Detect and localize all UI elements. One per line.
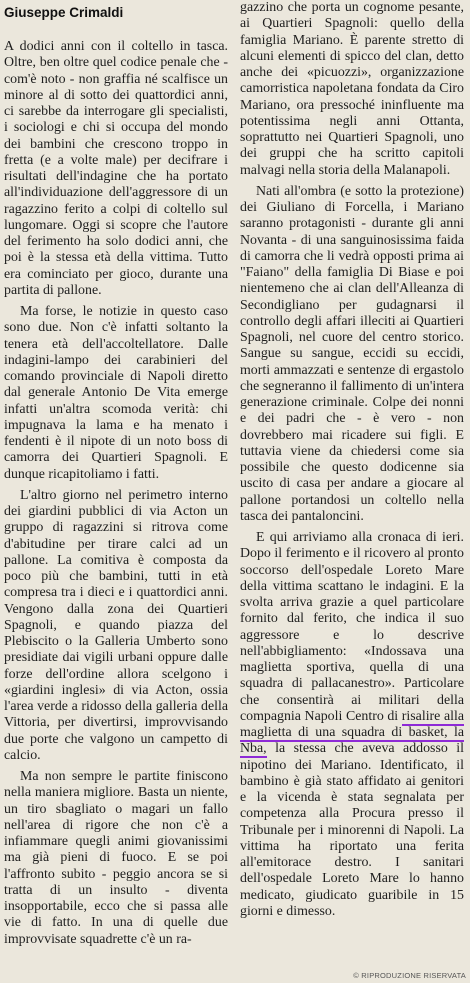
paragraph-2: Ma forse, le notizie in questo caso sono due. Non c'è infatti soltanto la tenera età dell'accoltellatore. Dalle indagini-lampo dei carabinieri del comando provinciale di Napoli diretto dal generale Antonio De Vita emerge infatti un'altra scomoda verità: chi impugnava la lama e ha menato i fendenti è il nipote di un noto boss di camorra dei Quartieri Spagnoli. E dunque ricapitoliamo i fatti. — [4, 304, 228, 482]
paragraph-7-text: E qui arriviamo alla cronaca di ieri. Dopo il ferimento e il ricovero al pronto soccorso dell'ospedale Loreto Mare della vittima scattano le indagini. E la svolta arriva grazie a quel particolare fornito dal ferito, che indica il suo aggressore e lo descrive nell'abbigliamento: «Indossava una maglietta sportiva, quella di una squadra di pallacanestro». Particolare che consentirà ai militari della compagnia Napoli Centro di — [240, 530, 464, 724]
author-byline: Giuseppe Crimaldi — [4, 5, 124, 20]
paragraph-4: Ma non sempre le partite finiscono nella maniera migliore. Basta un niente, un tiro sbagliato o magari un fallo nell'area di rigore che non c'è a infiammare quegli animi giovanissimi ma già pieni di fuoco. E se poi l'affronto subito - peggio ancora se si tratta di un insulto - diventa insopportabile, ecco che si passa alle vie di fatto. In una di quelle due improvvisate squadrette c'è un ra- — [4, 769, 228, 947]
article-right-column — [240, 0, 464, 920]
highlighted-passage: risalire alla maglietta di una squadra di basket, la Nba, — [240, 708, 464, 757]
paragraph-7-tail: la stessa che aveva addosso il nipotino dei Mariano. Identificato, il bambino è già stato affidato ai genitori e la vicenda è stata segnalata per competenza alla Procura presso il Tribunale per i minorenni di Napoli. La vittima ha riportato una ferita all'emitorace destro. I sanitari dell'ospedale Loreto Mare lo hanno medicato, giudicato guaribile in 15 giorni e dimesso. — [240, 741, 464, 919]
article-left-column — [4, 0, 228, 948]
paragraph-5: gazzino che porta un cognome pesante, ai Quartieri Spagnoli: quello della famiglia Mariano. È parente stretto di alcuni elementi di spicco del clan, detto anche dei «picuozzi», organizzazione camorristica napoletana fondata da Ciro Mariano, ora pressoché ininfluente ma potentissima negli anni Ottanta, soprattutto nei Quartieri Spagnoli, uno dei gruppi che ha scritto capitoli malvagi nella storia della Malanapoli. — [240, 0, 464, 178]
paragraph-3: L'altro giorno nel perimetro interno dei giardini pubblici di via Acton un gruppo di ragazzini si ritrova come d'abitudine per tirare calci ad un pallone. La comitiva è composta da poco più che bambini, tutti in età compresa tra i dieci e i quattordici anni. Vengono dalla zona dei Quartieri Spagnoli, e quando piazza del Plebiscito o la Galleria Umberto sono presidiate dai vigili urbani oppure dalle forze dell'ordine allora scelgono i «giardini inglesi» di via Acton, ossia l'area verde a ridosso della galleria della Vittoria, per divertirsi, improvvisando due porte che valgono un campetto di calcio. — [4, 487, 228, 763]
paragraph-1: A dodici anni con il coltello in tasca. Oltre, ben oltre quel codice penale che - com'è noto - non graffia né scalfisce un minore al di sotto dei quattordici anni, ci sarebbe da interrogare gli specialisti, i sociologi e chi si occupa del mondo dei bambini che crescono troppo in fretta (e a volte male) per decifrare i risultati dell'indagine che ha portato all'individuazione dell'aggressore di un ragazzino ferito a colpi di coltello sul lungomare. Oggi si scopre che l'autore del ferimento ha solo dodici anni, che poi è la stessa età della vittima. Tutto era cominciato per gioco, durante una partita di pallone. — [4, 39, 228, 298]
paragraph-7 — [240, 530, 464, 920]
paragraph-6: Nati all'ombra (e sotto la protezione) dei Giuliano di Forcella, i Mariano saranno protagonisti - durante gli anni Novanta - di una sanguinosissima faida di camorra che li vedrà opposti prima ai "Faiano" della famiglia Di Biase e poi nientemeno che ai clan dell'Alleanza di Secondigliano per gudagnarsi il controllo degli affari illeciti ai Quartieri Spagnoli, nel cuore del centro storico. Sangue su sangue, eccidi su eccidi, morti ammazzati e sentenze di ergastolo che segneranno il fallimento di un'intera generazione criminale. Colpe dei nonni e dei padri che - è vero - non dovrebbero mai ricadere sui figli. E tuttavia viene da chiedersi come sia possibile che questo dodicenne sia uscito di casa per andare a giocare al pallone portandosi un coltello nella tasca dei pantaloncini. — [240, 183, 464, 524]
copyright-notice: © RIPRODUZIONE RISERVATA — [353, 971, 466, 980]
